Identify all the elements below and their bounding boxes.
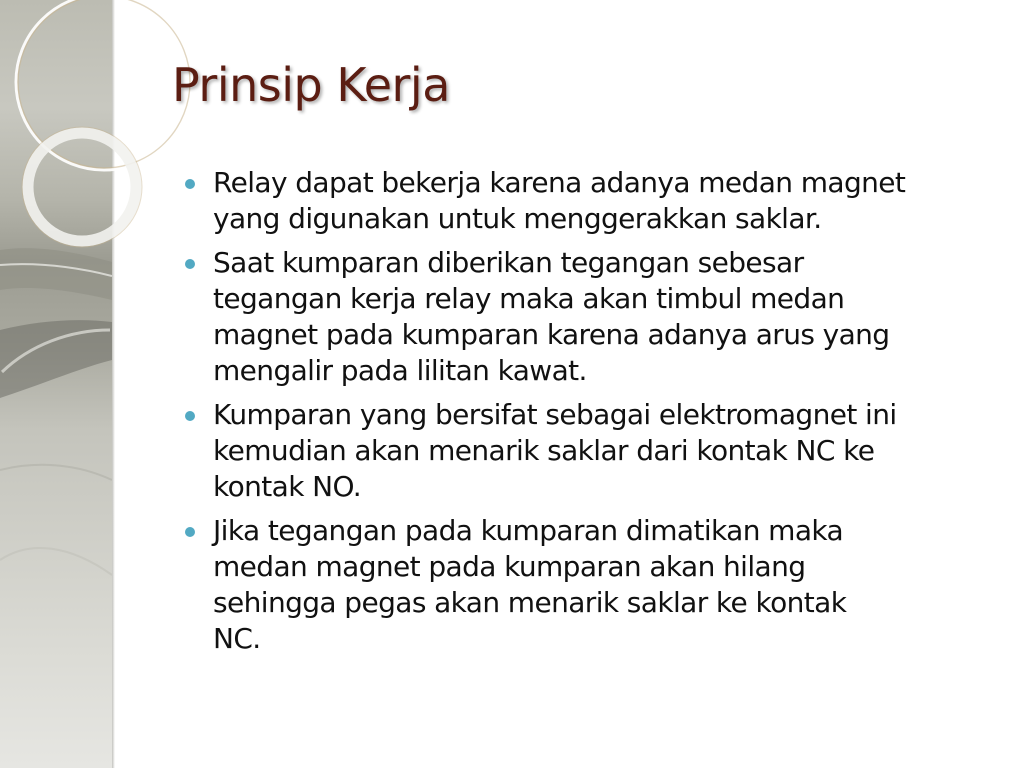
bullet-icon	[185, 411, 195, 421]
car-background-image	[0, 0, 112, 768]
bullet-line: Relay dapat bekerja karena adanya medan magnet	[213, 166, 906, 199]
bullet-list	[184, 165, 984, 665]
bullet-line: mengalir pada lilitan kawat.	[213, 354, 587, 387]
bullet-icon	[185, 527, 195, 537]
bullet-line: tegangan kerja relay maka akan timbul medan	[213, 282, 845, 315]
bullet-line: yang digunakan untuk menggerakkan saklar.	[213, 202, 822, 235]
decorative-side-panel	[0, 0, 112, 768]
bullet-item	[184, 397, 984, 505]
bullet-line: NC.	[213, 622, 261, 655]
bullet-line: Saat kumparan diberikan tegangan sebesar	[213, 246, 804, 279]
bullet-line: medan magnet pada kumparan akan hilang	[213, 550, 806, 583]
bullet-icon	[185, 259, 195, 269]
bullet-item	[184, 513, 984, 657]
bullet-line: kemudian akan menarik saklar dari kontak NC ke	[213, 434, 875, 467]
bullet-line: magnet pada kumparan karena adanya arus yang	[213, 318, 890, 351]
bullet-line: Kumparan yang bersifat sebagai elektromagnet ini	[213, 398, 897, 431]
bullet-item	[184, 245, 984, 389]
bullet-line: Jika tegangan pada kumparan dimatikan maka	[213, 514, 844, 547]
side-panel-edge	[112, 0, 115, 768]
bullet-line: sehingga pegas akan menarik saklar ke kontak	[213, 586, 847, 619]
bullet-line: kontak NO.	[213, 470, 362, 503]
bullet-item	[184, 165, 984, 237]
slide-title: Prinsip Kerja	[172, 58, 450, 112]
bullet-icon	[185, 179, 195, 189]
